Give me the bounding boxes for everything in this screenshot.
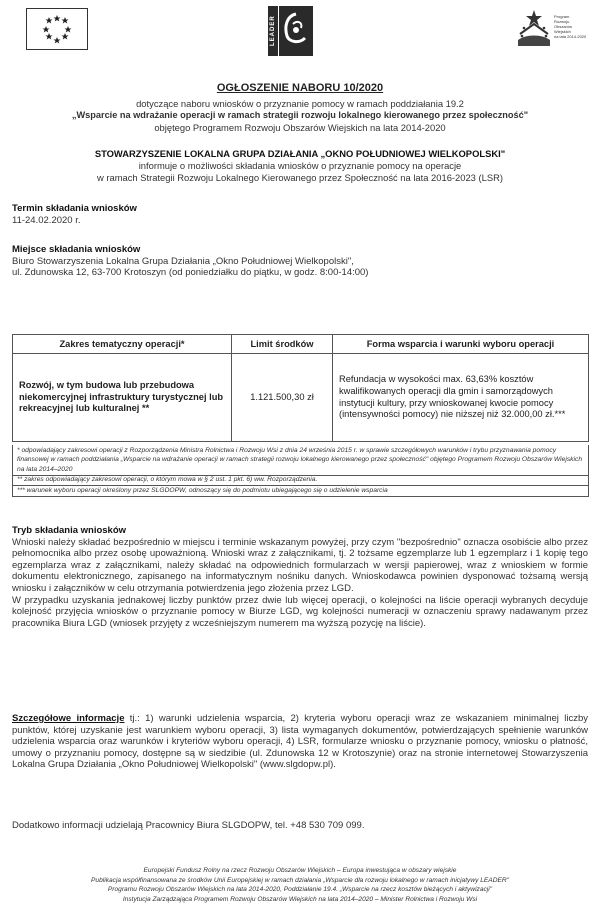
deadline-value: 11-24.02.2020 r. [12, 214, 81, 226]
org-line-2: w ramach Strategii Rozwoju Lokalnego Kierowanego przez Społeczność na lata 2016-2023 (LSR) [97, 172, 503, 183]
mode-paragraph-2: W przypadku uzyskania jednakowej liczby punktów przez dwie lub więcej operacji, o kolejności na liście operacji wybranych decyduje kolejność przyjęcia wniosków o przyznanie pomocy w Biurze LGD, wg kolejności numeracji w oznaczeniu sprawy nadawanym przez pracownika Biura LGD (wniosek przyjęty z wcześniejszym numerem ma wyższą pozycję na liście). [12, 594, 588, 629]
logo-bar [0, 0, 600, 62]
leader-logo-text: LEADER [268, 6, 278, 56]
operations-table [12, 334, 589, 442]
footnote-3: *** warunek wyboru operacji określony przez SLGDOPW, odnoszący się do podmiotu ubiegającego się o udzielenie wsparcia [17, 487, 388, 494]
footnote-1: * odpowiadający zakresowi operacji z Rozporządzenia Ministra Rolnictwa i Rozwoju Wsi z dnia 24 września 2015 r. w sprawie szczegółowych warunków i trybu przyznawania pomocy finansowej w ramach poddziałania „Wsparcie na wdrażanie operacji w ramach strategii rozwoju lokalnego kierowanego przez społeczność" objętego Programem Rozwoju Obszarów Wiejskich na lata 2014–2020 [17, 447, 583, 473]
place-heading: Miejsce składania wniosków [12, 244, 141, 255]
footer-line-1: Europejski Fundusz Rolny na rzecz Rozwoju Obszarów Wiejskich – Europa inwestująca w obszary wiejskie [143, 867, 457, 874]
details-section [12, 713, 588, 771]
header-line-2: „Wsparcie na wdrażanie operacji w ramach strategii rozwoju lokalnego kierowanego przez społeczność" [71, 110, 529, 120]
org-name: STOWARZYSZENIE LOKALNA GRUPA DZIAŁANIA „OKNO POŁUDNIOWEJ WIELKOPOLSKI" [94, 148, 506, 159]
cell-scope: Rozwój, w tym budowa lub przebudowa niekomercyjnej infrastruktury turystycznej lub rekreacyjnej lub kulturalnej ** [13, 354, 232, 442]
column-header-form: Forma wsparcia i warunki wyboru operacji [333, 335, 589, 354]
prow-emblem-icon [514, 6, 554, 56]
column-header-limit: Limit środków [232, 335, 333, 354]
prow-logo [514, 6, 590, 56]
place-line-1: Biuro Stowarzyszenia Lokalna Grupa Działania „Okno Południowej Wielkopolski", [12, 255, 354, 267]
footnote-2: ** zakres odpowiadający zakresowi operacji, o którym mowa w § 2 ust. 1 pkt. 6) ww. Rozporządzenia. [17, 476, 318, 483]
page-title: OGŁOSZENIE NABORU 10/2020 [216, 82, 384, 94]
header-line-1: dotyczące naboru wniosków o przyznanie pomocy w ramach poddziałania 19.2 [136, 98, 464, 109]
table-footnote-3-box [12, 485, 589, 497]
deadline-section [12, 203, 588, 226]
cell-form: Refundacja w wysokości max. 63,63% kosztów kwalifikowanych operacji dla gmin i samorządowych instytucji kultury, przy wnioskowanej kwocie pomocy (intensywności pomocy) nie niższej niż 32.000,00 zł.*** [333, 354, 589, 442]
eu-stars-icon [27, 9, 87, 49]
table-footnotes [12, 445, 589, 476]
cell-limit: 1.121.500,30 zł [232, 354, 333, 442]
footer [0, 866, 600, 904]
org-line-1: informuje o możliwości składania wniosków o przyznanie pomocy na operacje [138, 160, 462, 171]
footer-line-4: Instytucja Zarządzająca Programem Rozwoju Obszarów Wiejskich na lata 2014–2020 – Minister Rolnictwa i Rozwoju Wsi [122, 895, 478, 903]
eu-flag-icon [26, 8, 88, 50]
mode-section [12, 525, 588, 629]
footer-line-2: Publikacja współfinansowana ze środków Unii Europejskiej w ramach działania „Wsparcie dla rozwoju lokalnego w ramach inicjatywy LEADER" [91, 876, 509, 884]
header-line-3: objętego Programem Rozwoju Obszarów Wiejskich na lata 2014-2020 [154, 122, 446, 133]
leader-emblem-icon [279, 6, 313, 56]
prow-logo-text: Program Rozwoju Obszarów Wiejskich na lata 2014-2020 [554, 14, 587, 39]
mode-heading: Tryb składania wniosków [12, 525, 127, 536]
deadline-heading: Termin składania wniosków [12, 203, 137, 214]
place-section [12, 244, 588, 279]
details-text: tj.: 1) warunki udzielenia wsparcia, 2) kryteria wyboru operacji wraz ze wskazaniem minimalnej liczby punktów, której uzyskanie jest warunkiem wyboru operacji, 3) lista wymaganych dokumentów, potwierdzających spełnienie warunków udzielenia wsparcia oraz warunków i kryteriów wyboru operacji, 4) LSR, formularze wniosku o przyznanie pomocy, wniosku o płatność, umowy o przyznaniu pomocy, dostępne są w siedzibie (ul. Zdunowska 12 w Krotoszynie) oraz na stronie internetowej Stowarzyszenia Lokalna Grupa Działania „Okno Południowej Wielkopolski" (www.slgdopw.pl). [12, 713, 588, 771]
column-header-scope: Zakres tematyczny operacji* [13, 335, 232, 354]
details-heading: Szczegółowe informacje [12, 713, 125, 724]
leader-logo [268, 6, 314, 56]
table-row [13, 354, 589, 442]
footer-line-3: Programu Rozwoju Obszarów Wiejskich na lata 2014-2020, Poddziałanie 19.4. „Wsparcie na rzecz kosztów bieżących i aktywizacji" [107, 886, 493, 894]
mode-paragraph-1: Wnioski należy składać bezpośrednio w miejscu i terminie wskazanym powyżej, przy czym "bezpośrednio" oznacza osobiście albo przez pełnomocnika albo przez osobę upoważnioną. Wnioski wraz z załącznikami, tj. 2 tożsame egzemplarze lub 1 egzemplarz i 1 kopię tego egzemplarza wraz z załącznikami, należy składać na odpowiednich formularzach w wersji papierowej, wraz z wnioskiem w formie dokumentu elektronicznego, zapisanego na informatycznym nośniku danych. Wnioskodawca powinien dysponować tożsamą wersją wniosku i załączników w celu otrzymania potwierdzenia jego złożenia przez LGD. [12, 536, 588, 594]
contact-line: Dodatkowo informacji udzielają Pracownicy Biura SLGDOPW, tel. +48 530 709 099. [12, 820, 365, 831]
place-line-2: ul. Zdunowska 12, 63-700 Krotoszyn (od poniedziałku do piątku, w godz. 8:00-14:00) [12, 267, 369, 279]
table-header-row [13, 335, 589, 354]
